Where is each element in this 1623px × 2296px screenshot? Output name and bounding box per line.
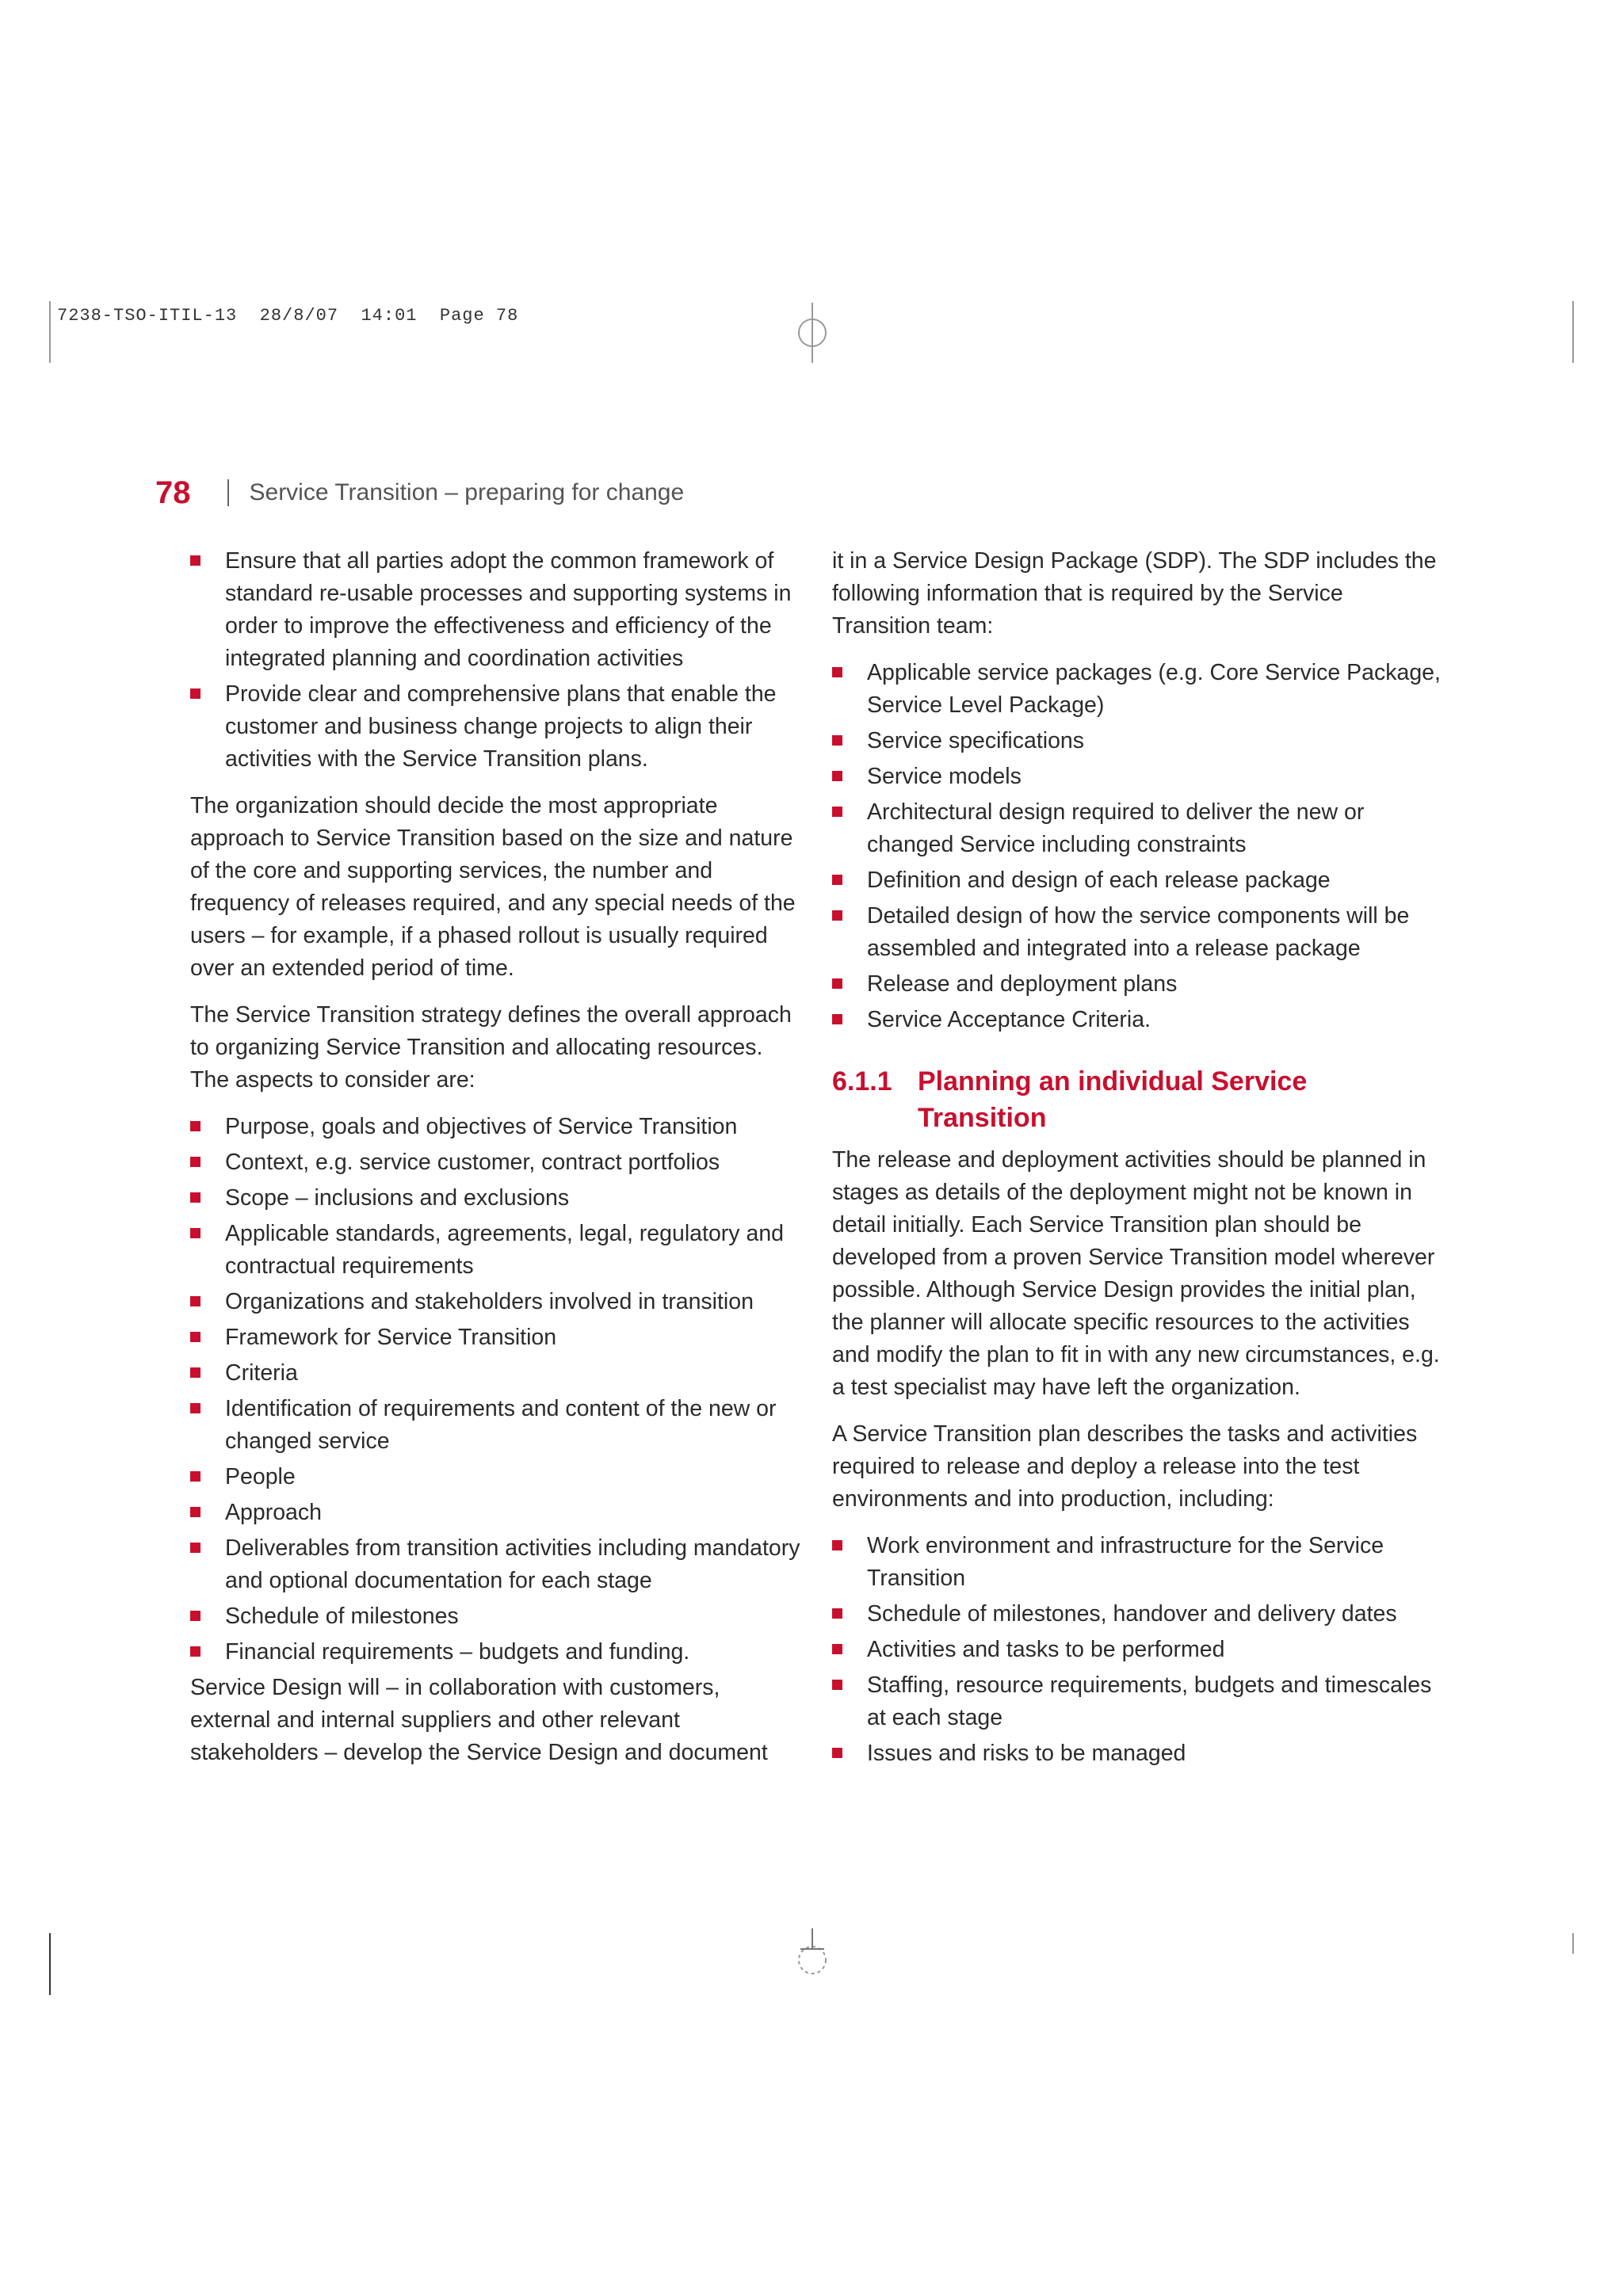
bullet-icon (832, 735, 842, 746)
list-item: Purpose, goals and objectives of Service Transition (190, 1111, 800, 1143)
list-item: Applicable service packages (e.g. Core Service Package, Service Level Package) (832, 657, 1442, 722)
section-heading (832, 1063, 1442, 1136)
paragraph: The release and deployment activities should be planned in stages as details of the deployment might not be known in detail initially. Each Service Transition plan should be developed from a proven Service Transition model wherever possible. Although Service Design provides the initial plan, the planner will allocate specific resources to the activities and modify the plan to fit in with any new circumstances, e.g. a test specialist may have left the organization. (832, 1147, 1440, 1400)
bullet-icon (832, 1644, 842, 1654)
registration-mark-top (792, 299, 832, 366)
list-item: Service Acceptance Criteria. (832, 1004, 1442, 1036)
bullet-icon (190, 1507, 200, 1517)
list-item: Schedule of milestones (190, 1600, 800, 1633)
list-item: Financial requirements – budgets and funding. (190, 1636, 800, 1669)
list-item: Schedule of milestones, handover and delivery dates (832, 1598, 1442, 1630)
left-column (190, 545, 800, 1769)
bullet-icon (190, 1403, 200, 1413)
registration-mark-bottom (792, 1927, 832, 1982)
bullet-icon (190, 1646, 200, 1657)
bullet-icon (190, 1157, 200, 1167)
list-item: Activities and tasks to be performed (832, 1634, 1442, 1666)
list-item: Provide clear and comprehensive plans that enable the customer and business change projects to align their activities with the Service Transition plans. (190, 678, 800, 776)
right-bullet-list-1 (832, 657, 1442, 1036)
list-item: Deliverables from transition activities including mandatory and optional documentation for each stage (190, 1532, 800, 1597)
right-bullet-list-2 (832, 1530, 1442, 1770)
list-item: Service specifications (832, 725, 1442, 757)
bullet-icon (190, 1121, 200, 1131)
bullet-icon (190, 1332, 200, 1342)
list-item: Organizations and stakeholders involved in transition (190, 1286, 800, 1318)
running-header (155, 471, 684, 515)
printer-slug-line: 7238-TSO-ITIL-13 28/8/07 14:01 Page 78 (57, 306, 519, 326)
list-item: Ensure that all parties adopt the common framework of standard re-usable processes and supporting systems in order to improve the effectiveness and efficiency of the integrated planning and coordination activities (190, 545, 800, 675)
right-column (832, 545, 1442, 1784)
bullet-icon (832, 910, 842, 921)
list-item: Definition and design of each release package (832, 864, 1442, 897)
page-number: 78 (155, 475, 191, 510)
list-item: Framework for Service Transition (190, 1322, 800, 1354)
bullet-icon (832, 667, 842, 677)
list-item: Architectural design required to deliver the new or changed Service including constraints (832, 796, 1442, 861)
bullet-icon (190, 1367, 200, 1378)
section-title: Planning an individual Service Transition (918, 1066, 1308, 1133)
list-item: Issues and risks to be managed (832, 1737, 1442, 1770)
paragraph: The organization should decide the most appropriate approach to Service Transition based on the size and nature of the core and supporting services, the number and frequency of releases required, and any special needs of the users – for example, if a phased rollout is usually required over an extended period of time. (190, 793, 796, 981)
bullet-icon (190, 1543, 200, 1553)
bullet-icon (832, 978, 842, 989)
list-item: Scope – inclusions and exclusions (190, 1182, 800, 1215)
list-item: People (190, 1461, 800, 1493)
crop-mark-bottom-left (49, 1933, 51, 1995)
bullet-icon (190, 1228, 200, 1238)
list-item: Criteria (190, 1357, 800, 1390)
left-bullet-list-2 (190, 1111, 800, 1669)
running-head-title: Service Transition – preparing for change (249, 479, 685, 505)
bullet-icon (832, 1748, 842, 1758)
paragraph: Service Design will – in collaboration with customers, external and internal suppliers and other relevant stakeholders – develop the Service Design and document (190, 1675, 768, 1765)
bullet-icon (832, 1608, 842, 1619)
paragraph: it in a Service Design Package (SDP). The SDP includes the following information that is required by the Service Transition team: (832, 548, 1437, 639)
list-item: Service models (832, 761, 1442, 793)
crop-mark-top-left (49, 301, 51, 363)
list-item: Detailed design of how the service components will be assembled and integrated into a release package (832, 900, 1442, 965)
bullet-icon (190, 688, 200, 699)
list-item: Staffing, resource requirements, budgets and timescales at each stage (832, 1669, 1442, 1734)
bullet-icon (832, 1680, 842, 1690)
header-divider (227, 479, 229, 506)
left-bullet-list-1 (190, 545, 800, 776)
bullet-icon (190, 1611, 200, 1621)
paragraph: The Service Transition strategy defines the overall approach to organizing Service Transition and allocating resources. The aspects to consider are: (190, 1002, 792, 1093)
list-item: Applicable standards, agreements, legal, regulatory and contractual requirements (190, 1218, 800, 1283)
bullet-icon (190, 1471, 200, 1482)
bullet-icon (190, 1296, 200, 1306)
list-item: Work environment and infrastructure for the Service Transition (832, 1530, 1442, 1595)
section-number: 6.1.1 (832, 1066, 892, 1097)
list-item: Approach (190, 1497, 800, 1529)
bullet-icon (832, 1014, 842, 1024)
bullet-icon (832, 875, 842, 885)
list-item: Identification of requirements and content of the new or changed service (190, 1393, 800, 1458)
bullet-icon (832, 771, 842, 781)
list-item: Context, e.g. service customer, contract portfolios (190, 1146, 800, 1179)
bullet-icon (190, 1192, 200, 1203)
crop-mark-bottom-right (1572, 1933, 1574, 1954)
bullet-icon (190, 555, 200, 566)
list-item: Release and deployment plans (832, 968, 1442, 1001)
bullet-icon (832, 807, 842, 817)
crop-mark-top-right (1572, 301, 1574, 363)
paragraph: A Service Transition plan describes the tasks and activities required to release and deploy a release into the test environments and into production, including: (832, 1421, 1418, 1512)
bullet-icon (832, 1540, 842, 1550)
